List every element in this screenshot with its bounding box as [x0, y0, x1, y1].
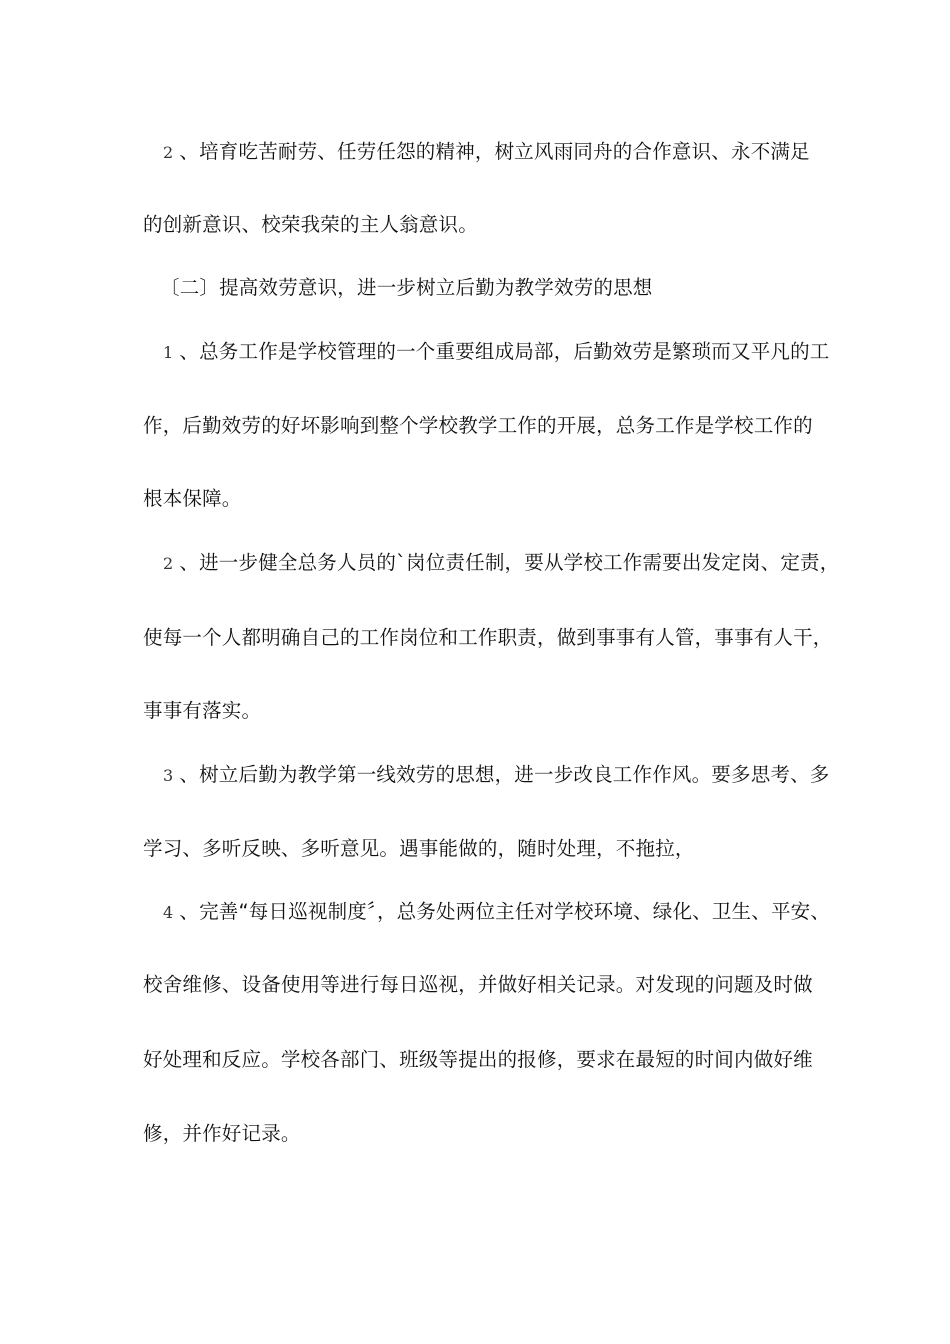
- para1-line2: [143, 212, 478, 238]
- section-heading-2: [160, 275, 653, 301]
- para1-line1: [163, 139, 810, 166]
- item-number: 3: [163, 766, 174, 785]
- para2-line2: [143, 413, 813, 439]
- line-text: 、总务工作是学校管理的一个重要组成局部，后勤效劳是繁琐而又平凡的工: [179, 340, 830, 363]
- line-text: 学习、多听反映、多听意见。遇事能做的，随时处理，不拖拉，: [143, 837, 695, 860]
- item-number: 2: [163, 143, 174, 162]
- line-text: 好处理和反应。学校各部门、班级等提出的报修，要求在最短的时间内做好维: [143, 1048, 813, 1071]
- para4-line1: [163, 762, 830, 789]
- line-text: 、进一步健全总务人员的`岗位责任制，要从学校工作需要出发定岗、定责，: [179, 551, 840, 574]
- line-text: 使每一个人都明确自己的工作岗位和工作职责，做到事事有人管，事事有人干，: [143, 626, 833, 649]
- line-text: 事事有落实。: [143, 699, 262, 722]
- line-text: 〔二〕提高效劳意识，进一步树立后勤为教学效劳的思想: [160, 276, 653, 299]
- para3-line2: [143, 625, 833, 651]
- para2-line1: [163, 339, 830, 366]
- para3-line3: [143, 698, 261, 724]
- line-text: 修，并作好记录。: [143, 1122, 301, 1145]
- line-text: 根本保障。: [143, 487, 242, 510]
- line-text: 、树立后勤为教学第一线效劳的思想，进一步改良工作作风。要多思考、多: [179, 763, 830, 786]
- para5-line1: [163, 899, 830, 926]
- para3-line1: [163, 550, 839, 577]
- para5-line3: [143, 1047, 813, 1073]
- line-text: 校舍维修、设备使用等进行每日巡视，并做好相关记录。对发现的问题及时做: [143, 973, 813, 996]
- item-number: 2: [163, 554, 174, 573]
- para5-line4: [143, 1121, 301, 1147]
- line-text: 、完善“每日巡视制度〞，总务处两位主任对学校环境、绿化、卫生、平安、: [179, 900, 831, 923]
- line-text: 、培育吃苦耐劳、任劳任怨的精神，树立风雨同舟的合作意识、永不满足: [179, 140, 810, 163]
- para5-line2: [143, 972, 813, 998]
- line-text: 的创新意识、校荣我荣的主人翁意识。: [143, 213, 478, 236]
- para4-line2: [143, 836, 695, 862]
- item-number: 4: [163, 903, 174, 922]
- line-text: 作，后勤效劳的好坏影响到整个学校教学工作的开展，总务工作是学校工作的: [143, 414, 813, 437]
- item-number: 1: [163, 343, 174, 362]
- para2-line3: [143, 486, 242, 512]
